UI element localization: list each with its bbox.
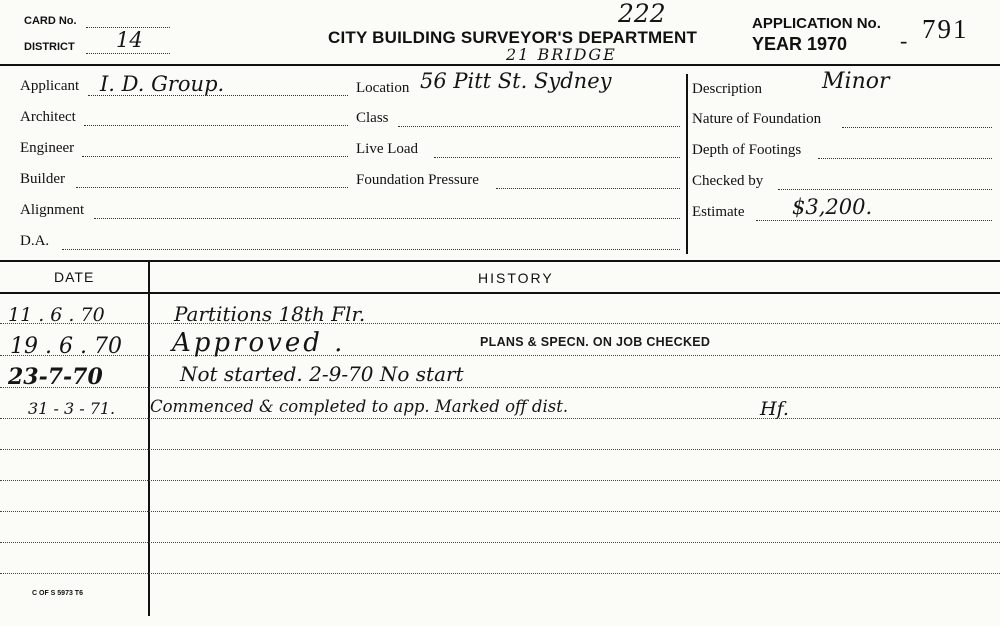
history-row-entry: Not started. 2-9-70 No start (180, 362, 464, 386)
nature-of-foundation-label: Nature of Foundation (692, 111, 822, 127)
date-header: DATE (54, 269, 95, 285)
year-label: YEAR 1970 (752, 34, 848, 54)
handwritten-card-number: 222 (618, 0, 666, 28)
class-label: Class (356, 110, 389, 126)
history-row-line (0, 480, 1000, 481)
live-load-line (434, 157, 680, 158)
district-line (86, 53, 170, 54)
history-row-initials: Hf. (760, 398, 789, 420)
builder-label: Builder (20, 171, 65, 187)
location-label: Location (356, 80, 410, 96)
history-row-line (0, 418, 1000, 419)
history-row-date: 31 - 3 - 71. (28, 399, 116, 418)
header-divider (0, 64, 1000, 66)
engineer-line (82, 156, 348, 157)
plans-checked-stamp: PLANS & SPECN. ON JOB CHECKED (480, 335, 711, 349)
handwritten-bridge: 21 BRIDGE (506, 45, 617, 64)
history-row-date: 11 . 6 . 70 (8, 304, 105, 326)
history-row-line (0, 355, 1000, 356)
history-row-date: 23-7-70 (8, 364, 103, 390)
class-line (398, 126, 680, 127)
live-load-label: Live Load (356, 141, 419, 157)
da-line (62, 249, 680, 250)
history-row-line (0, 542, 1000, 543)
application-value: 791 (922, 14, 969, 44)
history-row-line (0, 573, 1000, 574)
foundation-pressure-label: Foundation Pressure (356, 172, 479, 188)
architect-label: Architect (20, 109, 76, 125)
alignment-line (94, 218, 680, 219)
architect-line (84, 125, 348, 126)
depth-of-footings-line (818, 158, 992, 159)
estimate-line (756, 220, 992, 221)
history-row-entry: Commenced & completed to app. Marked off dist. (150, 397, 569, 416)
date-column-divider (148, 262, 150, 616)
engineer-label: Engineer (20, 140, 75, 156)
foundation-pressure-line (496, 188, 680, 189)
alignment-label: Alignment (20, 202, 85, 218)
applicant-label: Applicant (20, 78, 80, 94)
card-no-label: CARD No. (24, 15, 77, 27)
history-row-date: 19 . 6 . 70 (10, 334, 122, 359)
form-code: C OF S 5973 T6 (32, 590, 83, 597)
depth-of-footings-label: Depth of Footings (692, 142, 802, 158)
history-header: HISTORY (478, 270, 554, 286)
nature-of-foundation-line (842, 127, 992, 128)
estimate-value: $3,200. (792, 195, 873, 219)
fields-divider (0, 260, 1000, 262)
builder-line (76, 187, 348, 188)
description-value: Minor (822, 69, 890, 94)
applicant-value: I. D. Group. (100, 72, 225, 96)
history-row-line (0, 387, 1000, 388)
application-label: APPLICATION No. (752, 15, 881, 32)
history-row-entry: Partitions 18th Flr. (174, 302, 366, 326)
department-title: CITY BUILDING SURVEYOR'S DEPARTMENT (328, 28, 698, 47)
da-label: D.A. (20, 233, 50, 249)
checked-by-line (778, 189, 992, 190)
history-row-line (0, 449, 1000, 450)
district-label: DISTRICT (24, 41, 75, 53)
history-header-underline (0, 292, 1000, 294)
application-dash: - (900, 28, 908, 53)
district-value: 14 (116, 28, 143, 52)
history-row-line (0, 511, 1000, 512)
right-column-bracket (686, 74, 688, 254)
history-row-entry: Approved . (172, 328, 346, 358)
history-row-line (0, 323, 1000, 324)
location-value: 56 Pitt St. Sydney (420, 69, 612, 93)
description-label: Description (692, 81, 762, 97)
checked-by-label: Checked by (692, 173, 764, 189)
estimate-label: Estimate (692, 204, 745, 220)
